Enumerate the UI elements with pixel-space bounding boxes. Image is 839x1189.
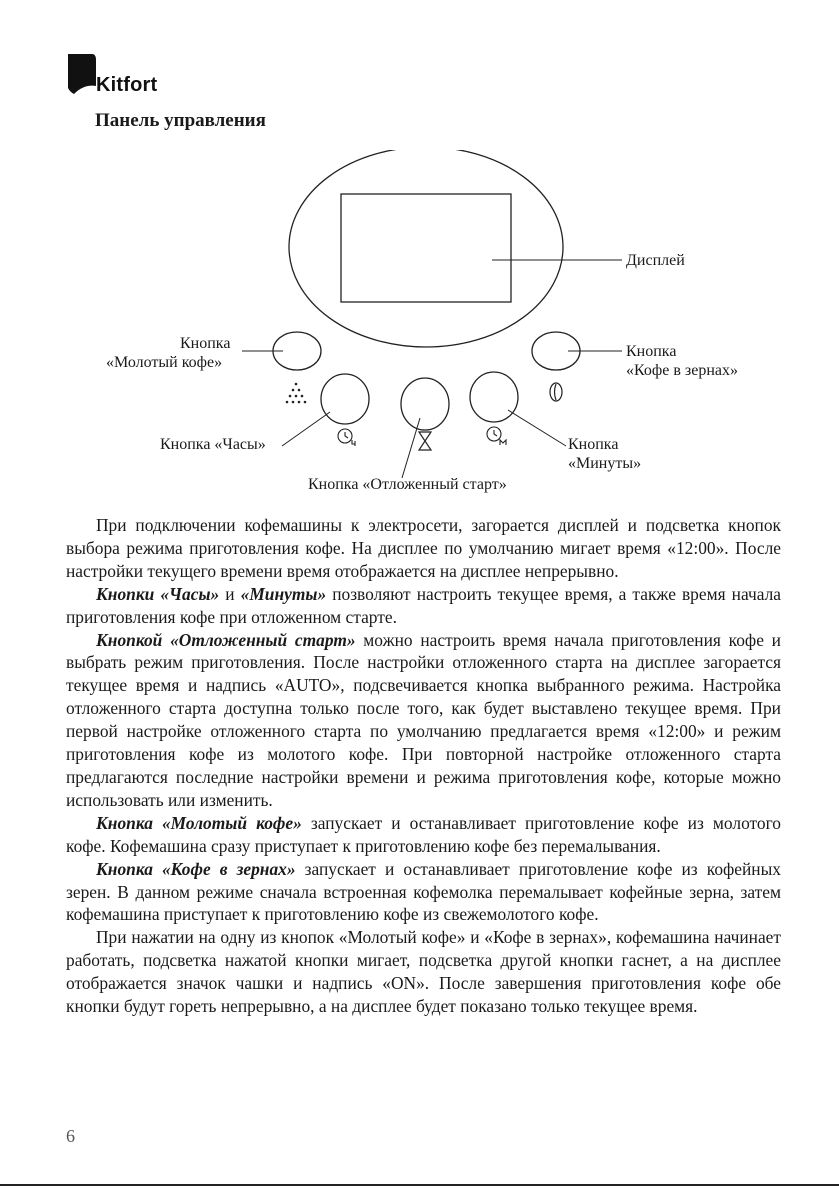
hours-button [321,374,369,424]
ground-coffee-icon [286,383,307,404]
paragraph-intro: При подключении кофемашины к электросети, загорается дисплей и подсветка кнопок выбора режима приготовления кофе. На дисплее по умолчанию мигает время «12:00». После настройки текущего времени время отображается на дисплее непрерывно. [66,515,781,581]
minutes-label-line2: «Минуты» [568,455,642,472]
display-label: Дисплей [626,252,685,269]
ground-coffee-label-line2: «Молотый кофе» [106,354,223,371]
logo-text: Kitfort [96,74,158,96]
paragraph-coffee-beans: Кнопка «Кофе в зернах» запускает и останавливает приготовление кофе из кофейных зерен. В данном режиме сначала встроенная кофемолка перемалывает кофейные зерна, затем кофемашина приступает к приготовлению кофе из свежемолотого кофе. [66,858,781,925]
beans-label-line1: Кнопка [626,343,677,360]
clock-hours-icon [338,429,355,446]
ground-coffee-label-line1: Кнопка [180,335,231,352]
delayed-start-button [401,378,449,430]
hours-label: Кнопка «Часы» [160,436,266,453]
section-title: Панель управления [95,110,266,131]
panel-oval [289,150,563,347]
paragraph-delayed-start: Кнопкой «Отложенный старт» можно настроить время начала приготовления кофе и выбрать режим приготовления. После настройки отложенного старта на дисплее загорается текущее время и надпись «AUTO», подсвечивается кнопка выбранного режима. Настройка отложенного старта доступна только после того, как будет выставлено текущее время. При первой настройке отложенного старта по умолчанию предлагается время «12:00» и режим приготовления кофе из молотого кофе. При повторной настройке отложенного старта предлагаются последние настройки времени и режима приготовления кофе, которые можно использовать или изменить. [66,629,781,810]
delayed-start-label: Кнопка «Отложенный старт» [308,476,507,493]
body-text [66,514,781,1018]
coffee-bean-icon [550,383,562,401]
beans-label-line2: «Кофе в зернах» [626,362,738,379]
bottom-rule [0,1184,839,1186]
control-panel-diagram [0,150,839,510]
hourglass-icon [419,432,431,450]
paragraph-hours-minutes: Кнопки «Часы» и «Минуты» позволяют настроить текущее время, а также время начала приготовления кофе при отложенном старте. [66,583,781,627]
minutes-label-line1: Кнопка [568,436,619,453]
clock-minutes-icon [487,427,506,445]
page-number: 6 [66,1126,75,1146]
minutes-button [470,372,518,422]
paragraph-ground-coffee: Кнопка «Молотый кофе» запускает и останавливает приготовление кофе из молотого кофе. Кофемашина сразу приступает к приготовлению кофе без перемалывания. [66,812,782,856]
display-screen [341,194,511,302]
paragraph-operation: При нажатии на одну из кнопок «Молотый кофе» и «Кофе в зернах», кофемашина начинает работать, подсветка нажатой кнопки мигает, подсветка другой кнопки гаснет, а на дисплее отображается значок чашки и надпись «ON». После завершения приготовления кофе обе кнопки будут гореть непрерывно, а на дисплее будет показано только текущее время. [66,927,781,1017]
